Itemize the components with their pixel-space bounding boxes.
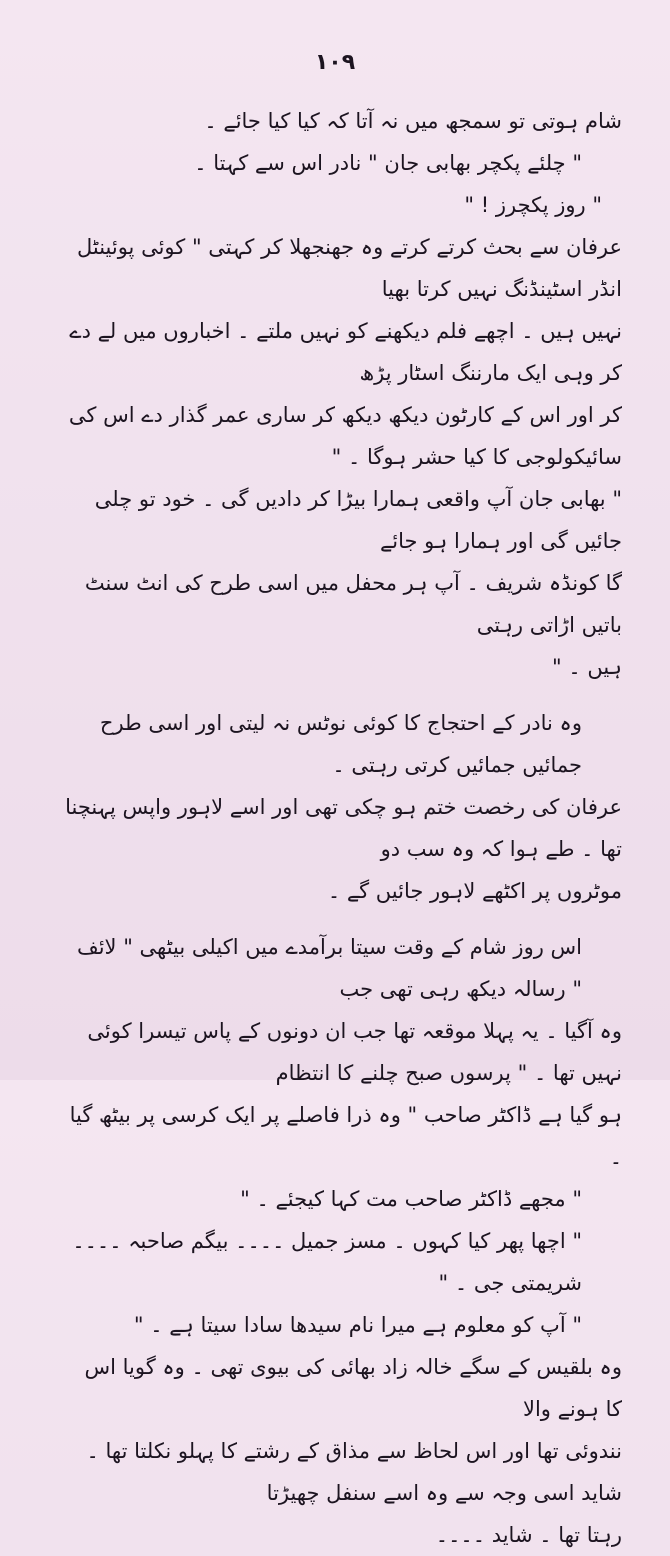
- text-line: کر اور اس کے کارٹون دیکھ دیکھ کر ساری عمر گذار دے اس کی سائیکولوجی کا کیا حشر ہوگا ۔ ": [68, 403, 622, 469]
- text-line: وہ بلقیس کے سگے خالہ زاد بھائی کی بیوی تھی ۔ وہ گویا اس کا ہونے والا: [84, 1355, 622, 1421]
- text-line: " مجھے ڈاکٹر صاحب مت کہا کیجئے ۔ ": [240, 1187, 582, 1211]
- text-line: عرفان کی رخصت ختم ہو چکی تھی اور اسے لاہور واپس پہنچنا تھا ۔ طے ہوا کہ وہ سب دو: [65, 795, 622, 861]
- text-line: " بھابی جان آپ واقعی ہمارا بیڑا کر دادیں گی ۔ خود تو چلی جائیں گی اور ہمارا ہو جائے: [94, 487, 622, 553]
- text-line: گا کونڈہ شریف ۔ آپ ہر محفل میں اسی طرح کی انٹ سنٹ باتیں اڑاتی رہتی: [84, 571, 622, 637]
- text-line: ہیں ۔ ": [552, 655, 622, 679]
- text-line: " آپ کو معلوم ہے میرا نام سیدھا سادا سیتا ہے ۔ ": [133, 1313, 582, 1337]
- text-line: ہو گیا ہے ڈاکٹر صاحب " وہ ذرا فاصلے پر ایک کرسی پر بیٹھ گیا ۔: [69, 1103, 622, 1169]
- text-line: عرفان سے بحث کرتے کرتے وہ جھنجھلا کر کہتی " کوئی پوئینٹل انڈر اسٹینڈنگ نہیں کرتا بھیا: [76, 235, 622, 301]
- text-line: نہیں ہیں ۔ اچھے فلم دیکھنے کو نہیں ملتے ۔ اخباروں میں لے دے کر وہی ایک مارننگ اسٹار پڑھ: [69, 319, 622, 385]
- text-line: " روز پکچرز ! ": [464, 193, 602, 217]
- text-line: وہ آگیا ۔ یہ پہلا موقعہ تھا جب ان دونوں کے پاس تیسرا کوئی نہیں تھا ۔ " پرسوں صبح چلنے کا انتظام: [87, 1019, 622, 1085]
- text-line: شام ہوتی تو سمجھ میں نہ آتا کہ کیا کیا جائے ۔: [204, 109, 622, 133]
- text-line: موٹروں پر اکٹھے لاہور جائیں گے ۔: [327, 879, 622, 903]
- text-line: نندوئی تھا اور اس لحاظ سے مذاق کے رشتے کا پہلو نکلتا تھا ۔ شاید اسی وجہ سے وہ اسے سنفل چھیڑتا: [86, 1439, 622, 1505]
- text-line: " چلئے پکچر بھابی جان " نادر اس سے کہتا ۔: [194, 151, 582, 175]
- body-text: [62, 100, 622, 1556]
- text-line: " اچھا پھر کیا کہوں ۔ مسز جمیل ۔۔۔۔ بیگم صاحبہ ۔۔۔۔ شریمتی جی ۔ ": [72, 1229, 582, 1295]
- page-number: ١٠٩: [314, 50, 356, 75]
- text-line: وہ نادر کے احتجاج کا کوئی نوٹس نہ لیتی اور اسی طرح جمائیں جمائیں کرتی رہتی ۔: [99, 711, 582, 777]
- text-line: اس روز شام کے وقت سیتا برآمدے میں اکیلی بیٹھی " لائف " رسالہ دیکھ رہی تھی جب: [76, 935, 582, 1001]
- text-line: رہتا تھا ۔ شاید ۔۔۔۔: [435, 1523, 622, 1547]
